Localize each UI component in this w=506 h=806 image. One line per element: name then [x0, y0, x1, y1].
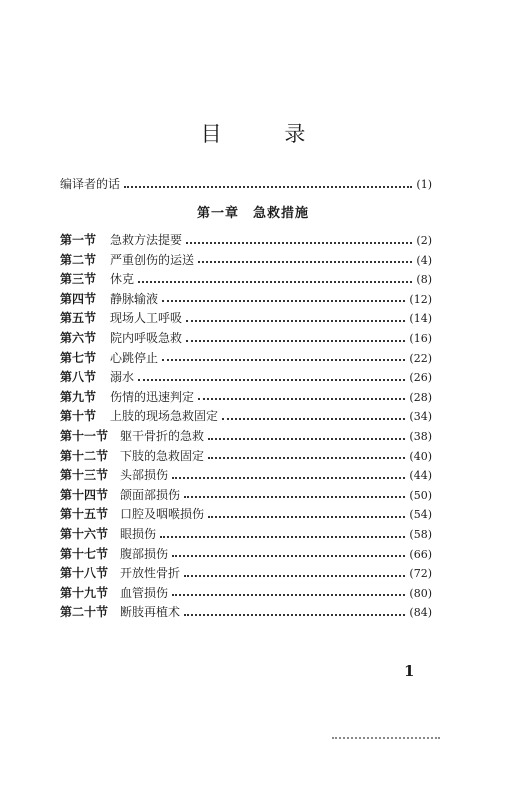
leader-dots: [184, 614, 405, 616]
toc-row: [60, 231, 432, 250]
chapter-heading: [0, 202, 506, 221]
section-label: 第十五节: [60, 507, 109, 522]
toc-row: [60, 270, 432, 289]
section-page: (44): [409, 469, 432, 483]
section-page: (66): [409, 547, 432, 561]
section-label: 第七节: [60, 350, 97, 365]
toc-row: [60, 545, 432, 564]
section-page: (22): [409, 351, 432, 365]
section-page: (26): [409, 371, 432, 385]
section-label: 第一节: [60, 233, 97, 247]
page-title: 目 录: [200, 122, 334, 146]
section-title: 头部损伤: [120, 468, 169, 483]
page-number: 1: [404, 662, 415, 680]
section-title: 开放性骨折: [120, 566, 181, 581]
toc-row-preface: [60, 175, 432, 194]
preface-name: 编译者的话: [60, 177, 121, 191]
toc-row: [60, 486, 432, 505]
leader-dots: [208, 516, 405, 518]
leader-dots: [208, 438, 405, 440]
section-title: 躯干骨折的急救: [120, 429, 205, 443]
toc-row: [60, 427, 432, 446]
section-label: 第十二节: [60, 448, 109, 463]
section-title: 院内呼吸急救: [110, 331, 183, 345]
scan-artifact: [332, 737, 440, 739]
toc-row: [60, 447, 432, 466]
section-page: (54): [409, 508, 432, 522]
leader-dots: [172, 594, 405, 596]
section-title: 口腔及咽喉损伤: [120, 507, 205, 522]
section-title: 溺水: [110, 370, 135, 385]
section-page: (28): [409, 390, 432, 404]
leader-dots: [184, 496, 405, 498]
leader-dots: [186, 320, 405, 322]
section-page: (50): [409, 488, 432, 502]
leader-dots: [172, 555, 405, 557]
section-label: 第十三节: [60, 468, 109, 483]
section-title: 伤情的迅速判定: [110, 389, 195, 404]
section-title: 上肢的现场急救固定: [110, 409, 219, 424]
section-page: (16): [409, 332, 432, 345]
section-page: (4): [416, 253, 432, 267]
section-label: 第十八节: [60, 566, 109, 581]
section-label: 第十六节: [60, 527, 109, 541]
leader-dots: [160, 536, 405, 538]
section-page: (40): [409, 449, 432, 463]
section-label: 第九节: [60, 389, 97, 404]
toc-row: [60, 309, 432, 328]
section-title: 眼损伤: [120, 527, 157, 541]
chapter-number: 第一章: [196, 206, 239, 221]
section-title: 严重创伤的运送: [110, 252, 195, 267]
toc-row: [60, 584, 432, 603]
section-label: 第六节: [60, 331, 97, 345]
leader-dots: [198, 398, 405, 400]
section-label: 第十七节: [60, 546, 109, 561]
section-label: 第五节: [60, 311, 97, 326]
toc-row: [60, 603, 432, 622]
leader-dots: [138, 379, 405, 381]
leader-dots: [162, 300, 405, 302]
section-title: 心跳停止: [110, 350, 159, 365]
leader-dots: [138, 281, 412, 283]
toc-row: [60, 564, 432, 583]
leader-dots: [186, 242, 412, 244]
section-title: 急救方法提要: [110, 233, 183, 247]
section-label: 第十九节: [60, 585, 109, 600]
section-label: 第二节: [60, 252, 97, 267]
toc-row: [60, 407, 432, 426]
section-label: 第四节: [60, 291, 97, 306]
section-title: 静脉输液: [110, 291, 159, 306]
leader-dots: [208, 457, 405, 459]
preface-page: (1): [416, 178, 432, 191]
toc-row: [60, 290, 432, 309]
section-page: (12): [409, 292, 432, 306]
toc-row: [60, 525, 432, 544]
leader-dots: [162, 359, 405, 361]
section-page: (2): [416, 234, 432, 247]
section-title: 血管损伤: [120, 585, 169, 600]
section-title: 现场人工呼吸: [110, 311, 183, 326]
leader-dots: [172, 477, 405, 479]
toc-row: [60, 368, 432, 387]
section-label: 第八节: [60, 370, 97, 385]
toc-row: [60, 388, 432, 407]
section-page: (38): [409, 430, 432, 443]
section-page: (72): [409, 567, 432, 581]
section-title: 休克: [110, 272, 135, 287]
section-page: (84): [409, 606, 432, 620]
section-page: (14): [409, 312, 432, 326]
section-title: 腹部损伤: [120, 546, 169, 561]
chapter-name: 急救措施: [253, 206, 310, 221]
section-page: (34): [409, 410, 432, 424]
section-page: (58): [409, 528, 432, 541]
leader-dots: [124, 186, 412, 188]
toc-row: [60, 505, 432, 524]
section-page: (8): [416, 273, 432, 287]
leader-dots: [184, 575, 405, 577]
toc-row: [60, 349, 432, 368]
toc-row: [60, 251, 432, 270]
section-title: 颌面部损伤: [120, 487, 181, 502]
section-label: 第十四节: [60, 487, 109, 502]
leader-dots: [198, 261, 412, 263]
section-label: 第三节: [60, 272, 97, 287]
leader-dots: [222, 418, 405, 420]
section-page: (80): [409, 586, 432, 600]
toc-row: [60, 329, 432, 348]
section-title: 下肢的急救固定: [120, 448, 205, 463]
toc-row: [60, 466, 432, 485]
section-label: 第十一节: [60, 429, 109, 443]
section-label: 第十节: [60, 409, 97, 424]
leader-dots: [186, 340, 405, 342]
section-label: 第二十节: [60, 605, 109, 620]
section-title: 断肢再植术: [120, 605, 181, 620]
